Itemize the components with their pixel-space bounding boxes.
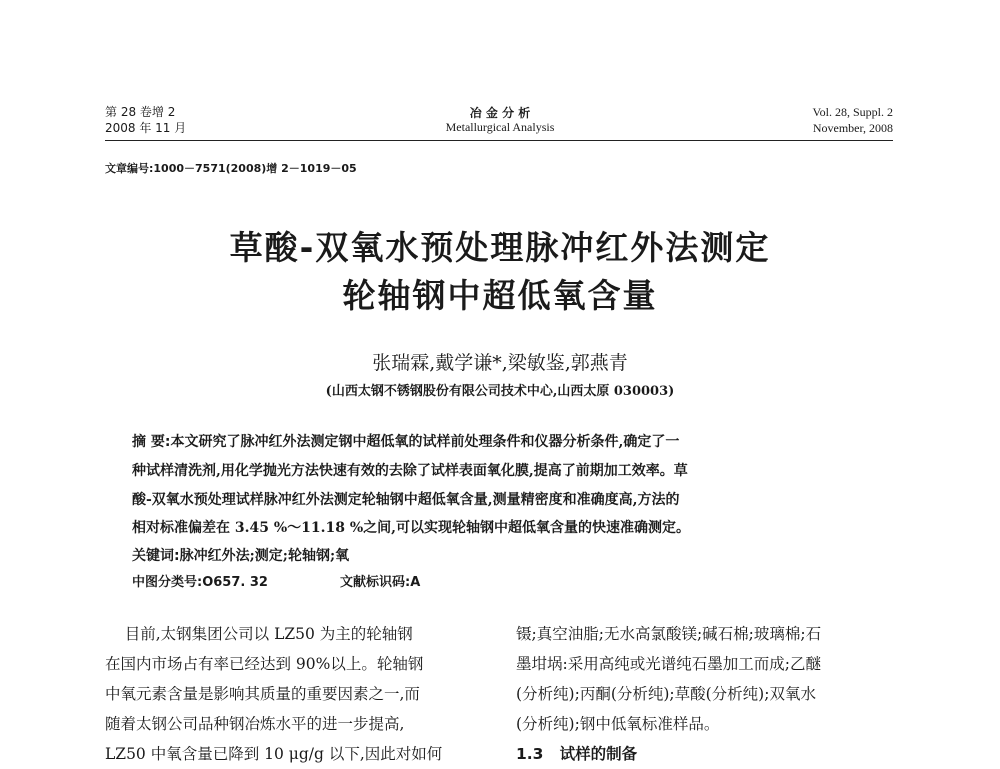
body-left-line-5: LZ50 中氧含量已降到 10 μg/g 以下,因此对如何 (105, 745, 443, 763)
keywords-label: 关键词: (132, 548, 180, 564)
classification-value: O657. 32 (202, 575, 268, 590)
authors: 张瑞霖,戴学谦*,梁敏鉴,郭燕青 (372, 352, 628, 374)
paper-title-line1: 草酸-双氧水预处理脉冲红外法测定 (229, 228, 771, 267)
header-date: 2008 年 11 月 (105, 121, 187, 135)
paper-title-line2: 轮轴钢中超低氧含量 (342, 276, 658, 315)
keywords (132, 545, 349, 565)
journal-title-en: Metallurgical Analysis (445, 120, 555, 134)
header-rule (105, 140, 893, 141)
body-right-column (516, 619, 896, 769)
header-date-en: November, 2008 (812, 121, 893, 135)
body-left-line-3: 中氧元素含量是影响其质量的重要因素之一,而 (105, 685, 420, 703)
abstract-line-4: 相对标准偏差在 3.45 %～11.18 %之间,可以实现轮轴钢中超低氧含量的快速准确测定。 (132, 520, 691, 536)
body-left-line-4: 随着太钢公司品种钢冶炼水平的进一步提高, (105, 715, 405, 733)
journal-title-cn: 冶 金 分 析 (469, 106, 531, 120)
body-left-line-1: 目前,太钢集团公司以 LZ50 为主的轮轴钢 (105, 625, 413, 643)
header-volume: 第 28 卷增 2 (105, 105, 176, 119)
document-code-value: A (410, 575, 421, 590)
classification-label: 中图分类号: (132, 575, 203, 590)
abstract-line-1 (132, 430, 679, 454)
classification (132, 571, 268, 590)
body-right-line-4: (分析纯);钢中低氧标准样品。 (516, 715, 720, 733)
body-right-line-2: 墨坩埚:采用高纯或光谱纯石墨加工而成;乙醚 (516, 655, 821, 673)
header-volume-en: Vol. 28, Suppl. 2 (812, 105, 893, 119)
keywords-value: 脉冲红外法;测定;轮轴钢;氧 (179, 548, 350, 564)
body-right-line-1: 镊;真空油脂;无水高氯酸镁;碱石棉;玻璃棉;石 (516, 625, 822, 643)
document-code (340, 571, 420, 590)
abstract-label: 摘 要: (132, 434, 171, 450)
body-left-line-2: 在国内市场占有率已经达到 90%以上。轮轴钢 (105, 655, 424, 673)
abstract-text-1: 本文研究了脉冲红外法测定钢中超低氧的试样前处理条件和仪器分析条件,确定了一 (170, 434, 680, 450)
abstract-line-2: 种试样清洗剂,用化学抛光方法快速有效的去除了试样表面氧化膜,提高了前期加工效率。草 (132, 463, 688, 479)
abstract-line-3: 酸-双氧水预处理试样脉冲红外法测定轮轴钢中超低氧含量,测量精密度和准确度高,方法的 (132, 492, 680, 508)
affiliation: (山西太钢不锈钢股份有限公司技术中心,山西太原 030003) (325, 384, 675, 399)
section-heading-1-3: 1.3 试样的制备 (516, 745, 638, 763)
body-right-line-3: (分析纯);丙酮(分析纯);草酸(分析纯);双氧水 (516, 685, 816, 703)
document-code-label: 文献标识码: (340, 575, 411, 590)
body-left-column (105, 619, 485, 769)
article-number: 文章编号:1000－7571(2008)增 2－1019－05 (105, 162, 357, 175)
